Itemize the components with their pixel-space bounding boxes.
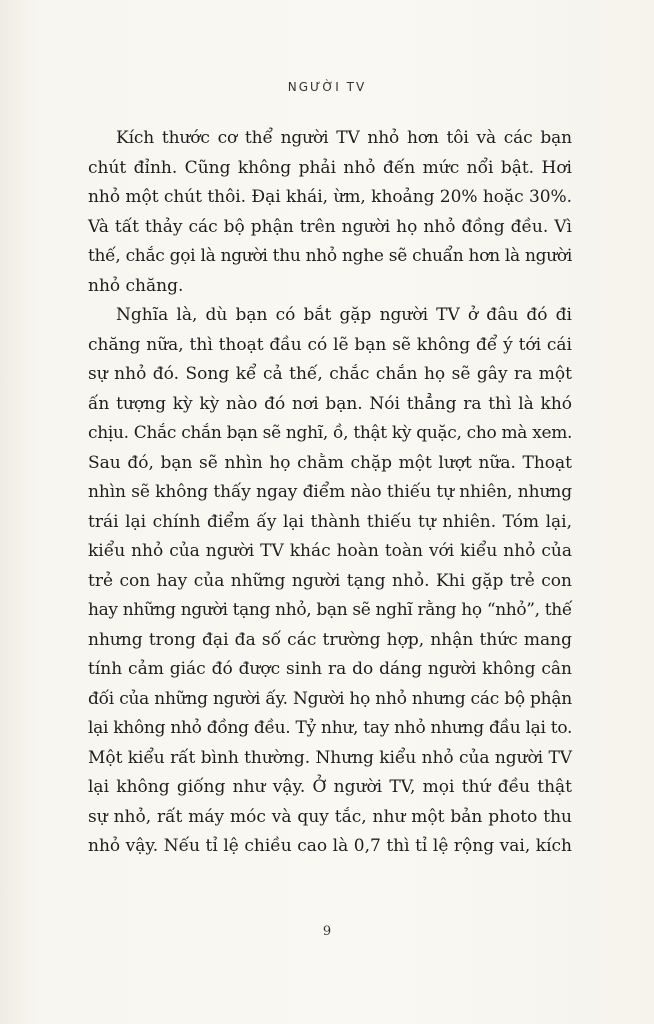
text-line: ấn tượng kỳ kỳ nào đó nơi bạn. Nói thẳng ra thì là khó bbox=[88, 393, 572, 414]
text-line: trẻ con hay của những người tạng nhỏ. Khi gặp trẻ con bbox=[88, 570, 572, 591]
text-line: Sau đó, bạn sẽ nhìn họ chằm chặp một lượt nữa. Thoạt bbox=[88, 452, 572, 473]
text-line: sự nhỏ, rất máy móc và quy tắc, như một bản photo thu bbox=[88, 806, 572, 827]
text-line: nhỏ một chút thôi. Đại khái, ừm, khoảng 20% hoặc 30%. bbox=[88, 187, 572, 207]
text-line: Và tất thảy các bộ phận trên người họ nhỏ đồng đều. Vì bbox=[88, 216, 572, 237]
text-line: Một kiểu rất bình thường. Nhưng kiểu nhỏ của người TV bbox=[88, 747, 572, 768]
text-line: Kích thước cơ thể người TV nhỏ hơn tôi và các bạn bbox=[116, 128, 572, 148]
text-line: hay những người tạng nhỏ, bạn sẽ nghĩ rằng họ “nhỏ”, thế bbox=[88, 600, 573, 620]
text-line: Nghĩa là, dù bạn có bắt gặp người TV ở đâu đó đi bbox=[116, 305, 572, 325]
text-line: nhưng trong đại đa số các trường hợp, nhận thức mang bbox=[88, 629, 572, 650]
text-line: trái lại chính điểm ấy lại thành thiếu tự nhiên. Tóm lại, bbox=[88, 511, 572, 532]
text-line: chăng nữa, thì thoạt đầu có lẽ bạn sẽ không để ý tới cái bbox=[88, 334, 572, 355]
text-line: nhỏ vậy. Nếu tỉ lệ chiều cao là 0,7 thì tỉ lệ rộng vai, kích bbox=[88, 836, 572, 856]
body-text bbox=[88, 124, 572, 862]
text-line: kiểu nhỏ của người TV khác hoàn toàn với kiểu nhỏ của bbox=[88, 541, 572, 561]
text-line: nhỏ chăng. bbox=[88, 275, 184, 296]
text-line: nhìn sẽ không thấy ngay điểm nào thiếu tự nhiên, nhưng bbox=[88, 482, 572, 502]
text-line: chịu. Chắc chắn bạn sẽ nghĩ, ồ, thật kỳ quặc, cho mà xem. bbox=[88, 423, 573, 443]
text-line: lại không nhỏ đồng đều. Tỷ như, tay nhỏ nhưng đầu lại to. bbox=[88, 718, 573, 738]
paragraph-1 bbox=[88, 124, 572, 301]
text-line: thế, chắc gọi là người thu nhỏ nghe sẽ chuẩn hơn là người bbox=[88, 246, 572, 266]
text-line: sự nhỏ đó. Song kể cả thế, chắc chắn họ sẽ gây ra một bbox=[88, 364, 572, 384]
text-line: tính cảm giác đó được sinh ra do dáng người không cân bbox=[88, 659, 572, 679]
paragraph-2 bbox=[88, 301, 572, 862]
text-line: đối của những người ấy. Người họ nhỏ nhưng các bộ phận bbox=[88, 688, 572, 709]
text-line: lại không giống như vậy. Ở người TV, mọi thứ đều thật bbox=[88, 777, 572, 797]
page-number: 9 bbox=[322, 924, 332, 939]
text-line: chút đỉnh. Cũng không phải nhỏ đến mức nổi bật. Hơi bbox=[88, 157, 572, 178]
running-head: NGƯỜI TV bbox=[287, 80, 367, 94]
